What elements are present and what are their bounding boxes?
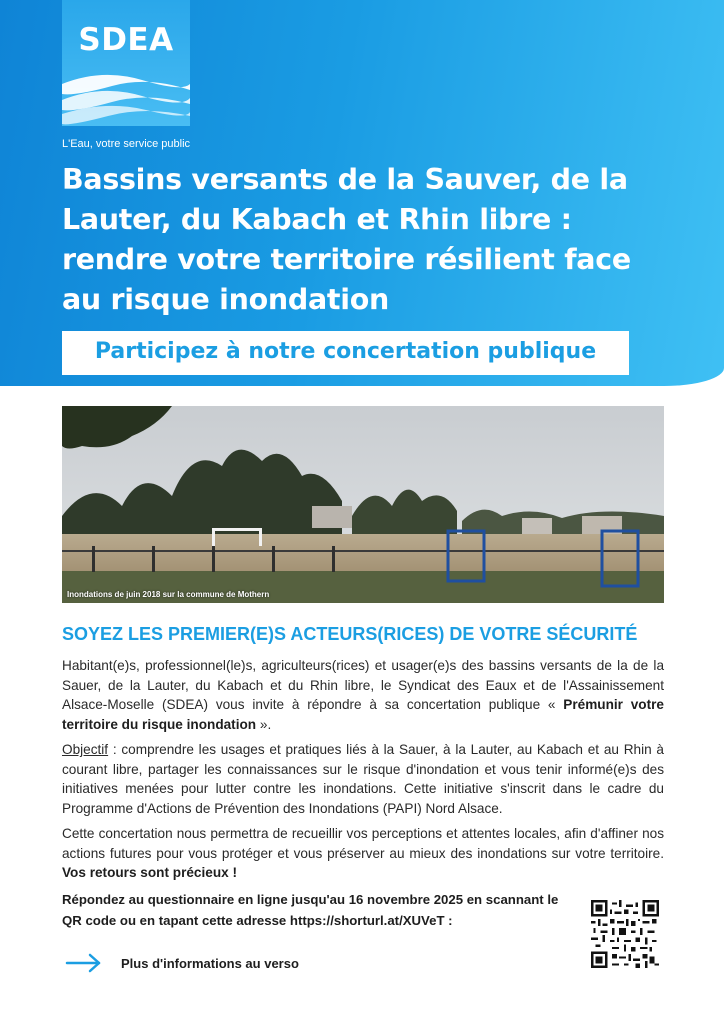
paragraph-intro bbox=[62, 656, 664, 734]
sdea-logo bbox=[62, 0, 190, 126]
header-banner bbox=[0, 0, 724, 386]
objective-label: Objectif bbox=[62, 742, 109, 757]
cta-banner bbox=[62, 331, 629, 375]
respond-line: QR code ou en tapant cette adresse https://shorturl.at/XUVeT : bbox=[62, 913, 453, 928]
concertation-text: Cette concertation nous permettra de recueillir vos perceptions et attentes locales, afin d'affiner nos actions futures pour vous protéger et vous préserver au mieux des inondations sur votre territoire. bbox=[62, 826, 664, 861]
section-title: SOYEZ LES PREMIER(E)S ACTEURS(RICES) DE VOTRE SÉCURITÉ bbox=[62, 624, 638, 644]
title-line: Bassins versants de la Sauver, de la bbox=[62, 163, 628, 196]
flood-illustration bbox=[62, 406, 664, 603]
respond-line: Répondez au questionnaire en ligne jusqu'au 16 novembre 2025 en scannant le bbox=[62, 892, 559, 907]
objective-text: : comprendre les usages et pratiques liés à la Sauer, à la Lauter, au Kabach et au Rhin à courant libre, partager les connaissances sur le risque d'inondation et vous tenir informé(e)s des initiatives menées pour lutter contre les inondations. Cette initiative s'inscrit dans le cadre du Programme d'Actions de Prévention des Inondations (PAPI) Nord Alsace. bbox=[62, 742, 664, 816]
cta-text: Participez à notre concertation publique bbox=[94, 339, 597, 364]
respond-instructions bbox=[62, 889, 582, 931]
intro-end: ». bbox=[256, 716, 272, 732]
intro-bold: Prémunir votre territoire du risque inondation bbox=[62, 697, 664, 732]
paragraph-concertation bbox=[62, 824, 664, 883]
sdea-wave-logo-icon bbox=[62, 70, 190, 126]
paragraph-objective bbox=[62, 740, 664, 818]
tagline: L'Eau, votre service public bbox=[62, 138, 191, 150]
more-info-link[interactable]: Plus d'informations au verso bbox=[121, 956, 299, 971]
title-line: rendre votre territoire résilient face bbox=[62, 243, 631, 276]
arrow-right-icon bbox=[65, 952, 103, 974]
page-title bbox=[62, 160, 682, 320]
flood-photo bbox=[62, 406, 664, 603]
intro-text: Habitant(e)s, professionnel(le)s, agriculteurs(rices) et usager(e)s des bassins versants de la de la Sauer, de la Lauter, du Kabach et du Rhin libre, le Syndicat des Eaux et de l'Assainissement Alsace-Moselle (SDEA) vous invite à répondre à sa concertation publique « bbox=[62, 658, 664, 712]
logo-text: SDEA bbox=[78, 22, 174, 58]
title-line: au risque inondation bbox=[62, 283, 389, 316]
title-line: Lauter, du Kabach et Rhin libre : bbox=[62, 203, 572, 236]
concertation-bold: Vos retours sont précieux ! bbox=[62, 865, 237, 880]
qr-code-icon[interactable] bbox=[591, 900, 659, 968]
photo-caption: Inondations de juin 2018 sur la commune de Mothern bbox=[67, 590, 270, 599]
